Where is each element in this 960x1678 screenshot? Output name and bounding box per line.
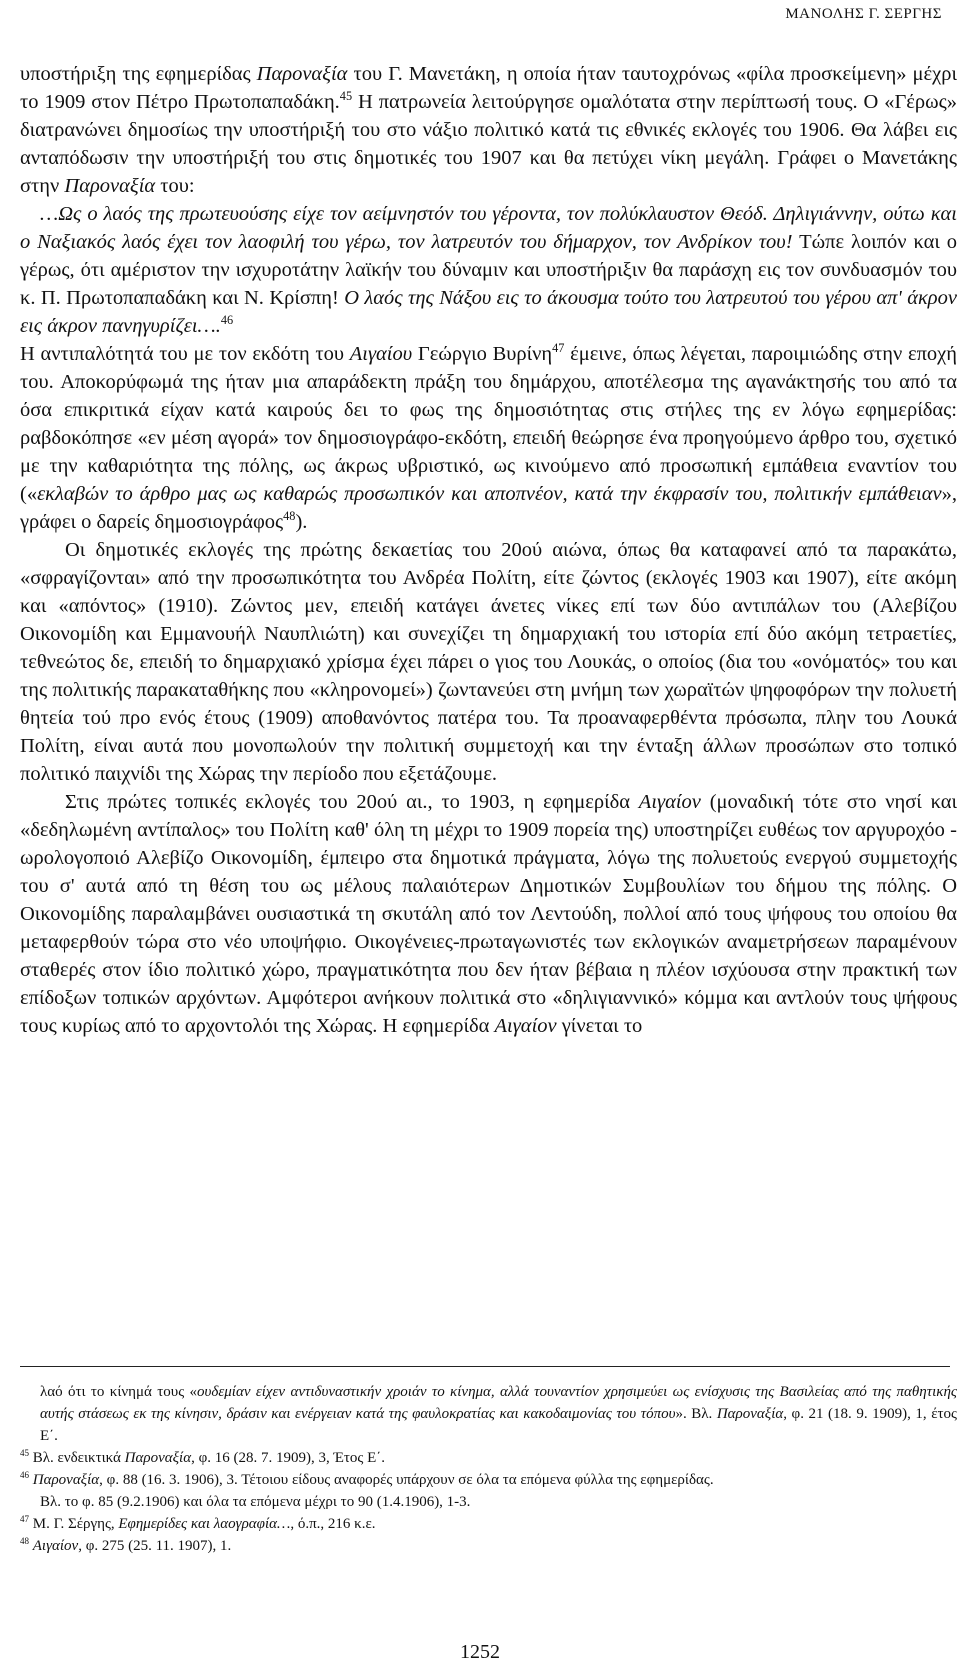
footnote-number: 46 [20,1470,29,1480]
text-run: του Γ. Μανετάκη, η οποία ήταν ταυτοχρόνως «φίλα προσκείμενη» μέχρι το 1909 στον Πέτρο Πρωτοπαπαδάκη. [20,63,957,113]
text-run: , φ. 88 (16. 3. 1906), 3. Τέτοιου είδους αναφορές υπάρχουν σε όλα τα επόμενα φύλλα της εφημερίδας. [99,1472,714,1488]
newspaper-title: Αιγαίον [494,1015,557,1037]
text-run: λαό ότι το κίνημά τους « [40,1384,197,1400]
paragraph [20,60,957,200]
newspaper-title: Παροναξία [124,1450,192,1466]
footnote-ref: 45 [339,89,353,104]
footnote-47 [20,1513,957,1535]
text-run: του: [155,175,195,197]
footnote-45 [20,1447,957,1469]
footnote-46 [20,1469,957,1513]
text-run: (μοναδική τότε στο νησί και «δεδηλωμένη αντίπαλος» του Πολίτη καθ' όλη τη μέχρι το 1909 πορεία της) υποστηρίζει ευθέως τον αργυροχόο - ωρολογοποιό Αλεβίζο Οικονομίδη, έμπειρο στα δημοτικά πράγματα, λόγω της πολυετούς ενεργού συμμετοχής του σ' αυτά από τη θέση του ως μέλους παλαιότερων Δημοτικών Συμβουλίων του δήμου της πόλης. Ο Οικονομίδης παραλαμβάνει ουσιαστικά τη σκυτάλη από τον Λεντούδη, πολλοί από τους ψήφους του οποίου θα μεταφερθούν τώρα στο νέο υποψήφιο. Οικογένειες-πρωταγωνιστές των εκλογικών αναμετρήσεων παραμένουν σταθερές στον ίδιο πολιτικό χώρο, πραγματικότητα που δεν ήταν βέβαια η πλέον ισχύουσα στην πρακτική των επίδοξων τοπικών αρχόντων. Αμφότεροι ανήκουν πολιτικά στο «δηλιγιαννικό» κόμμα και αντλούν τους ψήφους τους κυρίως από το αρχοντολόι της Χώρας. Η εφημερίδα [20,791,958,1037]
text-run: Στις πρώτες τοπικές εκλογές του 20ού αι., το 1903, η εφημερίδα [65,791,639,813]
text-run: Η πατρωνεία λειτούργησε ομαλότατα στην περίπτωσή τους. Ο «Γέρως» διατρανώνει δημοσίως την υποστήριξή του στο νάξιο πολιτικό κατά τις εθνικές εκλογές του 1906. Θα λάβει εις ανταπόδωσιν την υποστήριξή του στις δημοτικές του 1907 και θα πετύχει νίκη μεγάλη. Γράφει ο Μανετάκης στην [20,91,957,197]
text-run: Η αντιπαλότητά του με τον εκδότη του [20,343,350,365]
newspaper-title: Παροναξία [64,175,156,197]
text-run: έμεινε, όπως λέγεται, παροιμιώδης στην εποχή του. Αποκορύφωμά της ήταν μια απαράδεκτη πράξη του δημάρχου, αποτέλεσμα της αγανάκτησής του από τα όσα επικριτικά είχαν κατά καιρούς δει το φως της δημοσιότητας στις στήλες της εν λόγω εφημερίδας: ραβδοκόπησε «εν μέση αγορά» τον δημοσιογράφο-εκδότη, επειδή θεώρησε ένα προηγούμενο άρθρο του, σχετικό με την καθαριότητα της πόλης, ως άκρως υβριστικό, ως κινούμενο από προσωπική εμπάθεια εναντίον του (« [20,343,957,505]
newspaper-title: Παροναξία [256,63,348,85]
footnote-number: 47 [20,1514,29,1524]
footnote-ref: 47 [552,341,565,356]
text-run: ». Βλ. [675,1406,717,1422]
main-text [20,60,957,1040]
paragraph: Οι δημοτικές εκλογές της πρώτης δεκαετίας του 20ού αιώνα, όπως θα καταφανεί από τα παρακάτω, «σφραγίζονται» από την προσωπικότητα του Ανδρέα Πολίτη, είτε ζώντος (εκλογές 1903 και 1907), είτε ακόμη και «απόντος» (1910). Ζώντος μεν, επειδή κατάγει άνετες νίκες επί των δύο αντιπάλων του (Αλεβίζου Οικονομίδη και Εμμανουήλ Ναυπλιώτη) και συνεχίζει τη δημαρχιακή του ιστορία επί δύο ακόμη τετραετίες, τεθνεώτος δε, επειδή το δημαρχιακό χρίσμα έχει πάρει ο γιος του Λουκάς, ο οποίος (δια του «ονόματός» του και της πολιτικής παρακαταθήκης που «κληρονομεί») ζωντανεύει στη μνήμη των χωραϊτών ψηφοφόρων την πολυετή θητεία τού προ ενός έτους (1909) αποθανόντος πατέρα του. Τα προαναφερθέντα πρόσωπα, πλην του Λουκά Πολίτη, είναι αυτά που μονοπωλούν την πολιτική συμμετοχή και την ένταξη άλλων προσώπων στο τοπικό πολιτικό παιχνίδι της Χώρας την περίοδο που εξετάζουμε. [20,539,957,785]
newspaper-title: Αιγαίον [32,1538,79,1554]
footnote-number: 45 [20,1448,29,1458]
text-run: , φ. 16 (28. 7. 1909), 3, Έτος Ε΄. [191,1450,386,1466]
newspaper-title: Αιγαίου [349,343,413,365]
footnote-48 [20,1535,957,1557]
text-run: , ό.π., 216 κ.ε. [290,1516,376,1532]
quote-italic: …Ως ο λαός της πρωτευούσης είχε τον αείμνηστόν του γέροντα, τον πολύκλαυστον Θεόδ. Δηλιγιάννην, ούτω και ο Ναξιακός λαός έχει τον λαοφιλή του γέρω, τον λατρευτόν του δήμαρχον, τον Ανδρίκον του! [20,203,957,253]
footnote-ref: 46 [220,313,234,328]
footnote-number: 48 [20,1536,29,1546]
quote-italic: ουδεμίαν είχεν αντιδυναστικήν χροιάν το κίνημα, αλλά τουναντίον χρησιμεύει ως ενίσχυσις της Βασιλείας από της παθητικής αυτής στάσεως εκ της κίνησιν, δράσιν και ενέργειαν κατά της φαυλοκρατίας και κακοδαιμονίας του τόπου [40,1384,957,1422]
footnote-continuation [20,1381,957,1447]
footnote-divider [20,1366,950,1367]
text-run: Βλ. ενδεικτικά [29,1450,125,1466]
text-run: , φ. 21 (18. 9. 1909), 1, έτος Ε΄. [40,1406,957,1444]
book-title: Εφημερίδες και λαογραφία… [118,1516,291,1532]
block-quote [20,200,957,340]
newspaper-title: Αιγαίον [638,791,701,813]
quote-roman: Τώπε λοιπόν και ο γέρως, ότι αμέριστον την ισχυροτάτην λαϊκήν του δύναμιν και υποστήριξιν θα παράσχη εις τον συνδυασμόν του κ. Π. Πρωτοπαπαδάκη και Ν. Κρίσπη! [20,231,958,309]
text-run: ). [295,511,308,533]
text-run: Μ. Γ. Σέργης, [29,1516,119,1532]
text-run: Βλ. το φ. 85 (9.2.1906) και όλα τα επόμενα μέχρι το 90 (1.4.1906), 1-3. [40,1494,471,1510]
paragraph [20,788,957,1040]
newspaper-title: Παροναξία [716,1406,784,1422]
text-run: », γράφει ο δαρείς δημοσιογράφος [20,483,957,533]
text-run: γίνεται το [556,1015,643,1037]
footnote-ref: 48 [283,509,296,524]
footnotes [20,1381,957,1557]
running-header: ΜΑΝΟΛΗΣ Γ. ΣΕΡΓΗΣ [785,6,942,22]
quote-italic: εκλαβών το άρθρο μας ως καθαρώς προσωπικόν και αποπνέον, κατά την έκφρασίν του, πολιτικήν εμπάθειαν [37,483,942,505]
page-number: 1252 [460,1641,500,1663]
newspaper-title: Παροναξία [32,1472,100,1488]
text-run: υποστήριξη της εφημερίδας [20,63,257,85]
text-run: Γεώργιο Βυρίνη [412,343,553,365]
quote-italic: Ο λαός της Νάξου εις το άκουσμα τούτο του λατρευτού του γέρου απ' άκρον εις άκρον πανηγυρίζει…. [20,287,957,337]
text-run: , φ. 275 (25. 11. 1907), 1. [78,1538,232,1554]
paragraph [20,340,957,536]
